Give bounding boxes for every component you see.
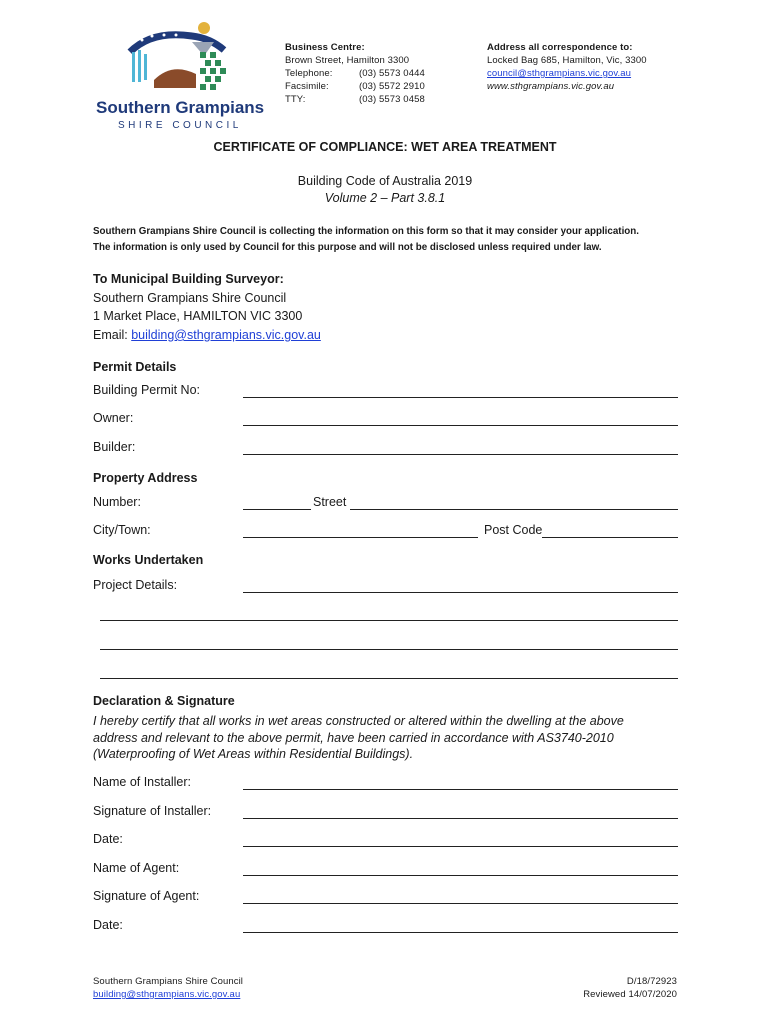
contact-row-facsimile: Facsimile: (03) 5572 2910: [285, 81, 425, 92]
owner-field[interactable]: [243, 425, 678, 426]
business-centre-block: [285, 41, 465, 106]
installer-name-label: Name of Installer:: [93, 775, 191, 789]
contact-row-tty: TTY: (03) 5573 0458: [285, 94, 425, 105]
building-permit-field[interactable]: [243, 397, 678, 398]
agent-name-field[interactable]: [243, 875, 678, 876]
footer-left: [93, 975, 243, 1001]
privacy-line-2: The information is only used by Council for this purpose and will not be disclosed unless required under law.: [93, 242, 602, 253]
installer-signature-label: Signature of Installer:: [93, 804, 212, 818]
council-website[interactable]: www.sthgrampians.vic.gov.au: [487, 81, 615, 92]
footer-right: [583, 975, 677, 1001]
footer-email-link[interactable]: building@sthgrampians.vic.gov.au: [93, 989, 241, 1000]
project-field-2[interactable]: [100, 620, 678, 621]
business-title: Business Centre:: [285, 42, 365, 53]
declaration-text-2: address and relevant to the above permit, have been carried in accordance with AS3740-2010: [93, 731, 614, 745]
agent-name-label: Name of Agent:: [93, 861, 180, 875]
installer-signature-field[interactable]: [243, 818, 678, 819]
builder-field[interactable]: [243, 454, 678, 455]
building-permit-label: Building Permit No:: [93, 383, 200, 397]
document-title: CERTIFICATE OF COMPLIANCE: WET AREA TREATMENT: [213, 140, 557, 154]
surveyor-heading: To Municipal Building Surveyor:: [93, 272, 284, 286]
volume-part: Volume 2 – Part 3.8.1: [324, 191, 446, 205]
agent-signature-field[interactable]: [243, 903, 678, 904]
permit-heading: Permit Details: [93, 360, 177, 374]
city-field[interactable]: [243, 537, 478, 538]
council-email-link[interactable]: council@sthgrampians.vic.gov.au: [487, 68, 632, 79]
surveyor-email-row: Email: building@sthgrampians.vic.gov.au: [93, 328, 321, 342]
contact-row-telephone: Telephone: (03) 5573 0444: [285, 68, 425, 79]
project-label: Project Details:: [93, 578, 178, 592]
project-field-3[interactable]: [100, 649, 678, 650]
works-heading: Works Undertaken: [93, 553, 204, 567]
correspondence-title: Address all correspondence to:: [487, 42, 633, 53]
correspondence-address: Locked Bag 685, Hamilton, Vic, 3300: [487, 55, 647, 66]
owner-label: Owner:: [93, 411, 134, 425]
installer-date-label: Date:: [93, 832, 123, 846]
postcode-label: Post Code: [484, 523, 543, 537]
declaration-heading: Declaration & Signature: [93, 694, 235, 708]
builder-label: Builder:: [93, 440, 136, 454]
street-label: Street: [313, 495, 347, 509]
property-heading: Property Address: [93, 471, 198, 485]
city-label: City/Town:: [93, 523, 151, 537]
street-field[interactable]: [350, 509, 678, 510]
building-code: Building Code of Australia 2019: [297, 174, 473, 188]
declaration-text-1: I hereby certify that all works in wet areas constructed or altered within the dwelling at the above: [93, 714, 624, 728]
document-reference: D/18/72923: [626, 976, 677, 987]
logo-name: Southern Grampians: [96, 98, 265, 117]
installer-name-field[interactable]: [243, 789, 678, 790]
correspondence-block: [487, 41, 687, 93]
reviewed-date: Reviewed 14/07/2020: [583, 989, 677, 1000]
agent-signature-label: Signature of Agent:: [93, 889, 200, 903]
privacy-line-1: Southern Grampians Shire Council is collecting the information on this form so that it may consider your application.: [93, 226, 639, 237]
council-logo: [92, 22, 265, 134]
project-field-1[interactable]: [243, 592, 678, 593]
project-field-4[interactable]: [100, 678, 678, 679]
agent-date-label: Date:: [93, 918, 123, 932]
business-street: Brown Street, Hamilton 3300: [285, 55, 410, 66]
logo-graphic: [92, 22, 262, 104]
surveyor-email-link[interactable]: building@sthgrampians.vic.gov.au: [131, 328, 321, 342]
footer-org: Southern Grampians Shire Council: [93, 976, 243, 987]
surveyor-org: Southern Grampians Shire Council: [93, 291, 287, 305]
installer-date-field[interactable]: [243, 846, 678, 847]
surveyor-address: 1 Market Place, HAMILTON VIC 3300: [93, 309, 303, 323]
agent-date-field[interactable]: [243, 932, 678, 933]
declaration-text-3: (Waterproofing of Wet Areas within Residential Buildings).: [93, 747, 414, 761]
postcode-field[interactable]: [542, 537, 678, 538]
logo-sub: SHIRE COUNCIL: [118, 120, 242, 131]
number-field[interactable]: [243, 509, 311, 510]
number-label: Number:: [93, 495, 141, 509]
